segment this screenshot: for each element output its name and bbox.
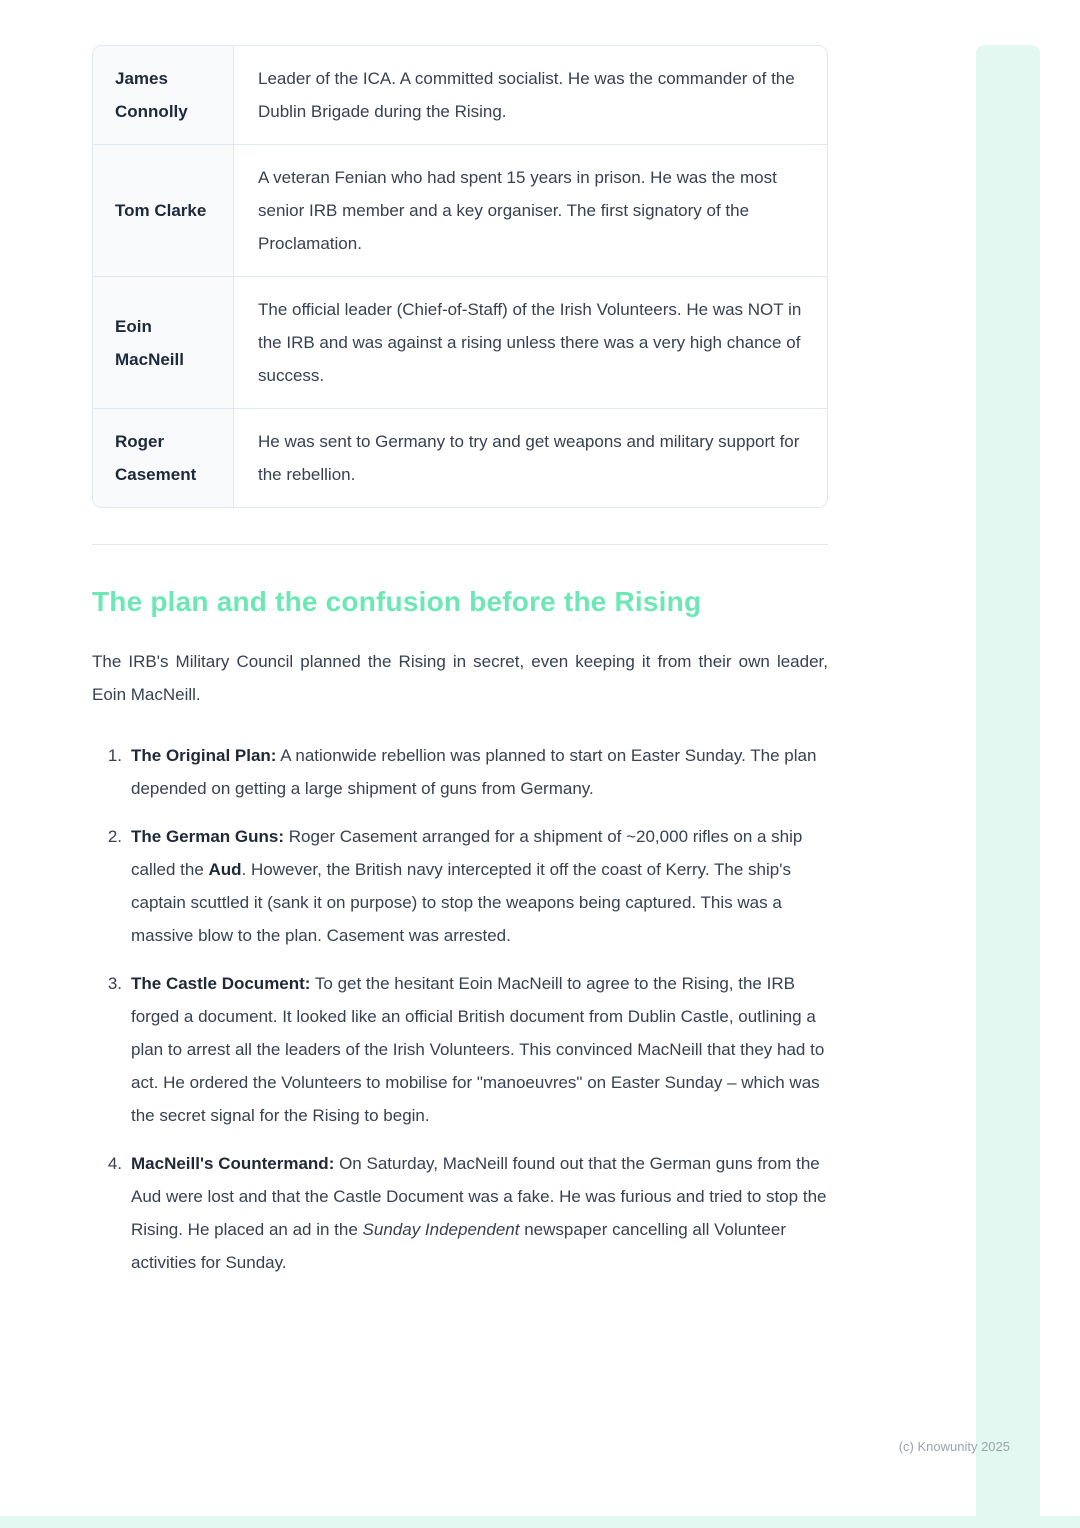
content-column bbox=[92, 0, 828, 1279]
list-item-body: To get the hesitant Eoin MacNeill to agree to the Rising, the IRB forged a document. It looked like an official British document from Dublin Castle, outlining a plan to arrest all the leaders of the Irish Volunteers. This convinced MacNeill that they had to act. He ordered the Volunteers to mobilise for "manoeuvres" on Easter Sunday – which was the secret signal for the Rising to begin. bbox=[131, 974, 825, 1125]
bottom-accent-bar bbox=[0, 1516, 1080, 1528]
list-item-publication-name: Sunday Independent bbox=[362, 1220, 520, 1239]
table-row bbox=[93, 46, 827, 144]
table-cell-name: Eoin MacNeill bbox=[93, 277, 234, 408]
list-item-text bbox=[131, 739, 828, 805]
numbered-list bbox=[92, 739, 828, 1279]
list-item-body: A nationwide rebellion was planned to start on Easter Sunday. The plan depended on getting a large shipment of guns from Germany. bbox=[131, 746, 817, 798]
list-item-lead: The German Guns: bbox=[131, 827, 285, 846]
intro-paragraph: The IRB's Military Council planned the Rising in secret, even keeping it from their own leader, Eoin MacNeill. bbox=[92, 652, 828, 704]
list-item-body: newspaper cancelling all Volunteer activities for Sunday. bbox=[131, 1220, 786, 1272]
table-cell-name: Roger Casement bbox=[93, 409, 234, 507]
table-cell-name: Tom Clarke bbox=[93, 145, 234, 276]
leaders-table bbox=[92, 45, 828, 508]
list-item-number: 1. bbox=[107, 746, 122, 765]
list-item-body: On Saturday, MacNeill found out that the German guns from the Aud were lost and that the Castle Document was a fake. He was furious and tried to stop the Rising. He placed an ad in the bbox=[131, 1154, 827, 1239]
list-item-number: 4. bbox=[107, 1154, 122, 1173]
list-item-text bbox=[131, 1147, 828, 1279]
table-row bbox=[93, 408, 827, 507]
section-heading: The plan and the confusion before the Rising bbox=[92, 586, 702, 617]
list-item-lead: The Castle Document: bbox=[131, 974, 311, 993]
list-item-text bbox=[131, 967, 828, 1132]
list-item-number: 3. bbox=[107, 974, 122, 993]
list-item bbox=[92, 1147, 828, 1279]
table-cell-description: He was sent to Germany to try and get weapons and military support for the rebellion. bbox=[258, 432, 800, 484]
list-item-body: Roger Casement arranged for a shipment of ~20,000 rifles on a ship called the bbox=[131, 827, 803, 879]
list-item-body: . However, the British navy intercepted it off the coast of Kerry. The ship's captain scuttled it (sank it on purpose) to stop the weapons being captured. This was a massive blow to the plan. Casement was arrested. bbox=[131, 860, 791, 945]
list-item-text bbox=[131, 820, 828, 952]
list-item bbox=[92, 739, 828, 805]
table-cell-description: Leader of the ICA. A committed socialist. He was the commander of the Dublin Brigade during the Rising. bbox=[258, 69, 795, 121]
list-item-emphasis: Aud bbox=[208, 860, 242, 879]
table-row bbox=[93, 276, 827, 408]
list-item-lead: MacNeill's Countermand: bbox=[131, 1154, 335, 1173]
table-cell-name: James Connolly bbox=[93, 46, 234, 144]
list-item-lead: The Original Plan: bbox=[131, 746, 277, 765]
list-item bbox=[92, 967, 828, 1132]
table-row bbox=[93, 144, 827, 276]
table-cell-description: A veteran Fenian who had spent 15 years in prison. He was the most senior IRB member and a key organiser. The first signatory of the Proclamation. bbox=[258, 168, 777, 253]
list-item-number: 2. bbox=[107, 827, 122, 846]
table-cell-description: The official leader (Chief-of-Staff) of the Irish Volunteers. He was NOT in the IRB and was against a rising unless there was a very high chance of success. bbox=[258, 300, 802, 385]
section-divider bbox=[92, 544, 828, 545]
watermark: (c) Knowunity 2025 bbox=[898, 1439, 1010, 1454]
right-accent-bar bbox=[976, 45, 1040, 1528]
list-item bbox=[92, 820, 828, 952]
